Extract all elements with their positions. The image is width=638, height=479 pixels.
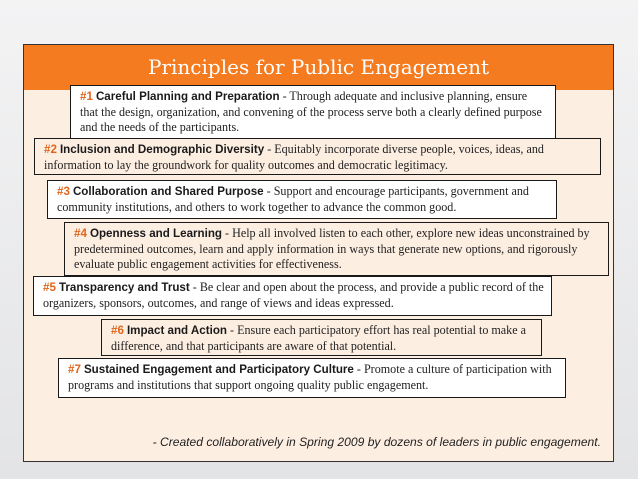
principle-title: Sustained Engagement and Participatory Culture: [83, 363, 354, 376]
principle-title: Transparency and Trust: [58, 281, 190, 294]
slide: [23, 44, 614, 462]
principle-5-card: [33, 276, 552, 316]
principle-title: Openness and Learning: [89, 227, 223, 240]
slide-title: Principles for Public Engagement: [24, 45, 613, 90]
principle-7-card: [58, 358, 566, 398]
principle-text: - Through adequate and inclusive planning, ensure that the design, organization, and convening of the process serve both a clearly defined purpose and the needs of the participants.: [80, 89, 542, 134]
principle-text: - Equitably incorporate diverse people, voices, ideas, and information to lay the groundwork for quality outcomes and democratic legitimacy.: [44, 142, 544, 172]
principle-text: - Promote a culture of participation with programs and institutions that support ongoing quality public engagement.: [68, 362, 552, 392]
principle-text: - Ensure each participatory effort has real potential to make a difference, and that participants are aware of that potential.: [111, 323, 526, 353]
principle-number: #1: [80, 90, 93, 103]
principle-text: - Help all involved listen to each other, explore new ideas unconstrained by predetermined outcomes, learn and apply information in ways that generate new options, and rigorously evaluate public engagement activities for effectiveness.: [74, 226, 590, 271]
principle-6-card: [101, 319, 542, 356]
principle-number: #4: [74, 227, 87, 240]
principle-title: Inclusion and Demographic Diversity: [59, 143, 265, 156]
principle-number: #6: [111, 324, 124, 337]
principle-title: Careful Planning and Preparation: [95, 90, 280, 103]
credit-line: - Created collaboratively in Spring 2009 by dozens of leaders in public engagement.: [152, 435, 601, 449]
principle-number: #2: [44, 143, 57, 156]
principle-3-card: [47, 180, 557, 219]
principle-1-card: [70, 85, 556, 139]
principle-number: #7: [68, 363, 81, 376]
principle-text: - Support and encourage participants, government and community institutions, and others to work together to advance the common good.: [57, 184, 529, 214]
principle-title: Impact and Action: [126, 324, 227, 337]
principle-4-card: [64, 222, 609, 276]
principle-text: - Be clear and open about the process, and provide a public record of the organizers, sponsors, outcomes, and range of views and ideas expressed.: [43, 280, 544, 310]
principle-number: #5: [43, 281, 56, 294]
principle-2-card: [34, 138, 601, 175]
principle-title: Collaboration and Shared Purpose: [72, 185, 264, 198]
principle-number: #3: [57, 185, 70, 198]
